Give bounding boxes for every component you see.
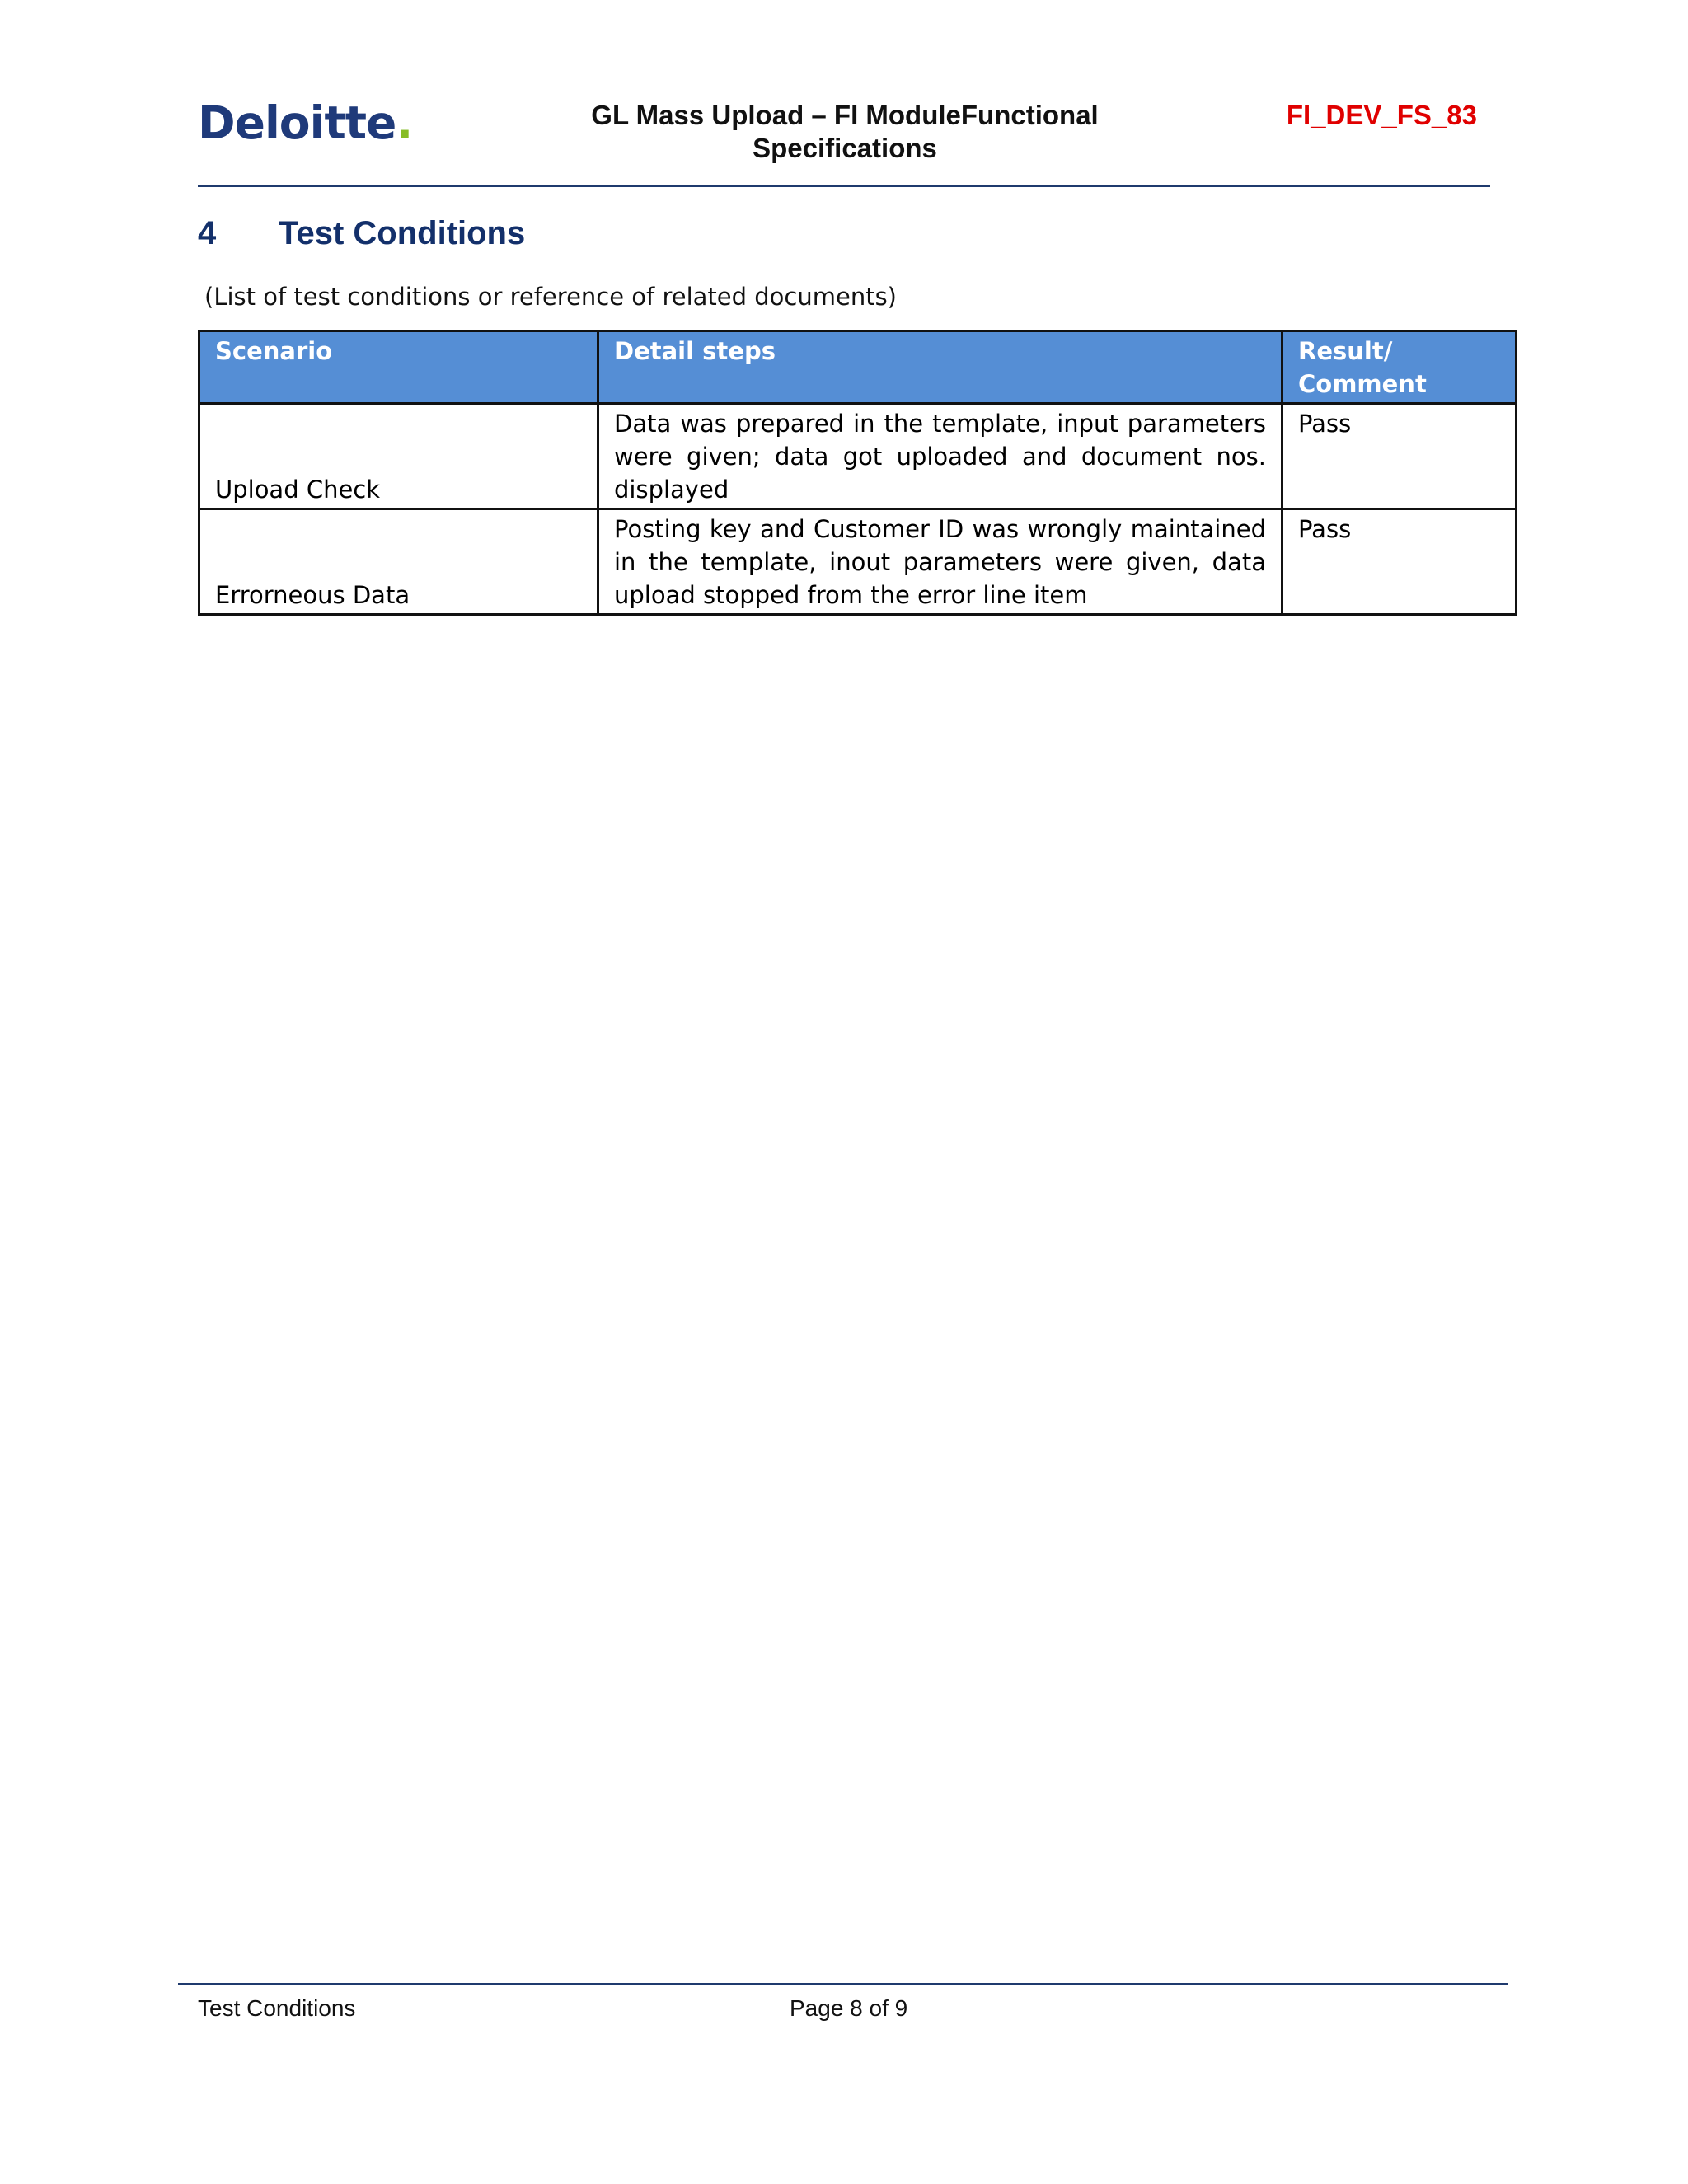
logo-dot: . — [396, 96, 413, 149]
column-header-detail-steps: Detail steps — [598, 331, 1282, 404]
document-title-line2: Specifications — [753, 133, 937, 163]
footer-divider — [178, 1983, 1508, 1985]
detail-cell: Data was prepared in the template, input parameters were given; data got uploaded and document nos. displayed — [598, 404, 1282, 509]
scenario-cell: Errorneous Data — [199, 509, 598, 615]
section-number: 4 — [198, 215, 217, 251]
test-conditions-table — [198, 330, 1517, 616]
column-header-result: Result/ Comment — [1282, 331, 1517, 404]
detail-cell: Posting key and Customer ID was wrongly maintained in the template, inout parameters were given, data upload stopped from the error line item — [598, 509, 1282, 615]
header-divider — [198, 185, 1490, 187]
document-code: FI_DEV_FS_83 — [1286, 100, 1477, 130]
section-heading — [198, 213, 525, 254]
result-cell: Pass — [1282, 404, 1517, 509]
column-header-scenario: Scenario — [199, 331, 598, 404]
deloitte-logo — [198, 96, 413, 149]
result-cell: Pass — [1282, 509, 1517, 615]
section-intro: (List of test conditions or reference of related documents) — [204, 283, 897, 311]
document-title-line1: GL Mass Upload – FI ModuleFunctional — [591, 100, 1099, 130]
table-header-row — [199, 331, 1517, 404]
table-row — [199, 509, 1517, 615]
section-title: Test Conditions — [279, 215, 526, 251]
table-row — [199, 404, 1517, 509]
scenario-cell: Upload Check — [199, 404, 598, 509]
footer-page-number: Page 8 of 9 — [790, 1995, 908, 2021]
document-title — [528, 99, 1162, 165]
footer-section-name: Test Conditions — [198, 1995, 356, 2021]
logo-text: Deloitte — [198, 96, 396, 149]
